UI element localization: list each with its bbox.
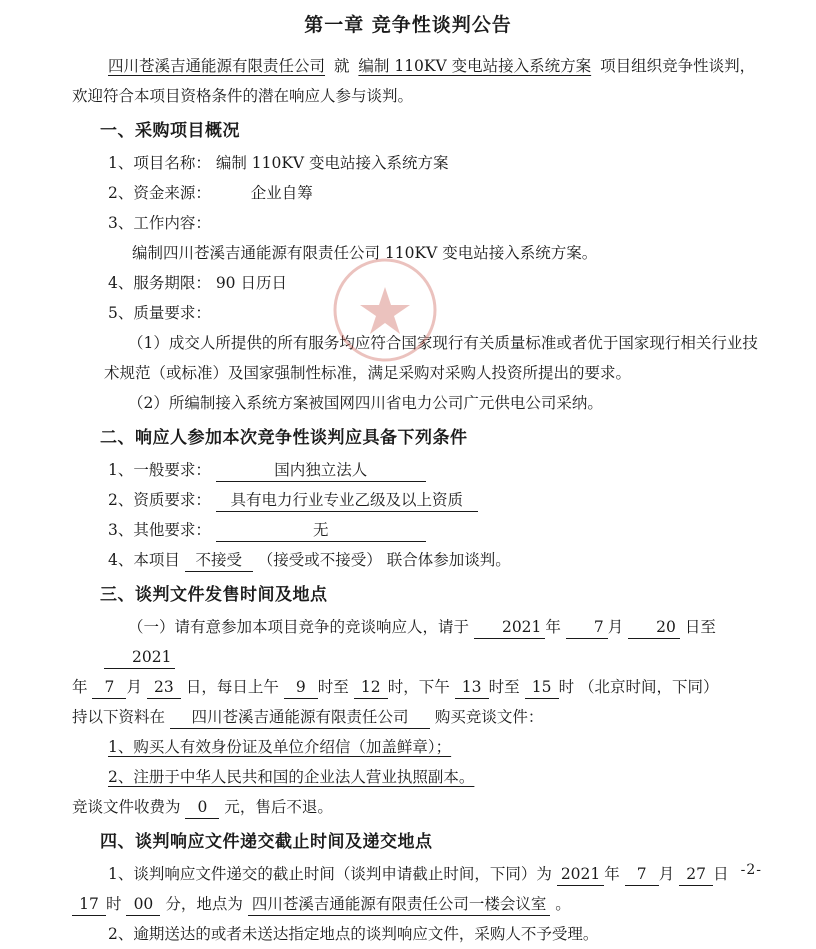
deadline-day: 27 xyxy=(679,863,713,886)
deadline-minute: 00 xyxy=(126,893,160,916)
section2-item-1-label: 1、一般要求： xyxy=(108,461,211,479)
section3-material-2 xyxy=(72,762,758,792)
sale-end-day: 23 xyxy=(147,676,181,699)
sale-pm-start: 13 xyxy=(455,676,489,699)
section3-sale-paragraph: （一）请有意参加本项目竞争的竞谈响应人，请于 2021 年 7 月 20 日至 2021 xyxy=(72,612,758,672)
deadline-place-lead: 分，地点为 xyxy=(165,895,243,913)
section2-item-2-value: 具有电力行业专业乙级及以上资质 xyxy=(216,489,478,512)
sale-end-year: 2021 xyxy=(104,646,175,669)
sale-start-day: 20 xyxy=(628,616,680,639)
section-heading-4: 四、谈判响应文件递交截止时间及递交地点 xyxy=(100,832,433,852)
fee-suffix: 元，售后不退。 xyxy=(224,798,333,816)
section4-late-note: 2、逾期送达的或者未送达指定地点的谈判响应文件，采购人不予受理。 xyxy=(108,925,599,943)
intro-mid-text: 就 xyxy=(333,57,350,75)
section-heading-3: 三、谈判文件发售时间及地点 xyxy=(100,585,328,605)
section2-item-1-value: 国内独立法人 xyxy=(216,459,426,482)
intro-purchaser: 四川苍溪吉通能源有限责任公司 xyxy=(108,57,326,75)
deadline-tail: 。 xyxy=(555,895,571,913)
section1-item-1 xyxy=(72,148,758,178)
fee-prefix: 竞谈文件收费为 xyxy=(72,798,181,816)
section1-item-4 xyxy=(72,268,758,298)
document-body xyxy=(0,51,816,949)
consortium-suffix: 联合体参加谈判。 xyxy=(386,551,511,569)
section3-sale-paragraph-3 xyxy=(72,702,758,732)
sale-lead: （一）请有意参加本项目竞争的竞谈响应人，请于 xyxy=(128,618,470,636)
deadline-hour: 17 xyxy=(72,893,106,916)
section1-item-3-detail: 编制四川苍溪吉通能源有限责任公司 110KV 变电站接入系统方案。 xyxy=(132,244,598,262)
intro-tail: 项目组织竞争性谈判，欢迎符合本项目资格条件的潜在响应人参与谈判。 xyxy=(72,57,756,105)
section1-item-2-label: 2、资金来源： xyxy=(108,184,211,202)
deadline-place: 四川苍溪吉通能源有限责任公司一楼会议室 xyxy=(248,893,551,916)
section-heading-1: 一、采购项目概况 xyxy=(100,121,240,141)
sale-daily-lead: 日，每日上午 xyxy=(185,678,279,696)
section3-sale-paragraph-2: 年 7 月 23 日，每日上午 9 时至 12 时，下午 13 时至 15 时 （北京时间，下同） xyxy=(72,672,758,702)
section1-item-4-value: 90 日历日 xyxy=(215,274,287,292)
section2-item-2-label: 2、资质要求： xyxy=(108,491,211,509)
deadline-month: 7 xyxy=(625,863,659,886)
section1-item-5 xyxy=(72,298,758,328)
section1-item-3 xyxy=(72,208,758,238)
section1-item-4-label: 4、服务期限： xyxy=(108,274,211,292)
section2-item-2 xyxy=(72,485,758,515)
section2-item-3-label: 3、其他要求： xyxy=(108,521,211,539)
section3-material-1-text: 1、购买人有效身份证及单位介绍信（加盖鲜章）； xyxy=(108,738,452,756)
section3-fee xyxy=(72,792,758,822)
section2-item-3-value: 无 xyxy=(216,519,426,542)
fee-amount: 0 xyxy=(185,796,219,819)
section4-deadline: 1、谈判响应文件递交的截止时间（谈判申请截止时间，下同）为 2021 年 7 月 27 日 xyxy=(72,859,758,889)
deadline-year: 2021 xyxy=(557,863,604,886)
section3-material-2-text: 2、注册于中华人民共和国的企业法人营业执照副本。 xyxy=(108,768,475,786)
deadline-lead: 1、谈判响应文件递交的截止时间（谈判申请截止时间，下同）为 xyxy=(108,865,552,883)
intro-project: 编制 110KV 变电站接入系统方案 xyxy=(358,57,592,75)
sale-am-end: 12 xyxy=(354,676,388,699)
sale-time-note: （北京时间，下同） xyxy=(579,678,719,696)
consortium-note: （接受或不接受） xyxy=(257,551,382,569)
sale-pm-end: 15 xyxy=(525,676,559,699)
page-number: -2- xyxy=(740,862,762,878)
document-page xyxy=(0,10,816,943)
sale-end-month: 7 xyxy=(92,676,126,699)
section1-item-1-label: 1、项目名称： xyxy=(108,154,211,172)
section2-consortium xyxy=(72,545,758,575)
section-heading-2: 二、响应人参加本次竞争性谈判应具备下列条件 xyxy=(100,428,468,448)
section1-quality-1: （1）成交人所提供的所有服务均应符合国家现行有关质量标准或者优于国家现行相关行业技术规范（或标准）及国家强制性标准，满足采购对采购人投资所提出的要求。 xyxy=(104,334,758,382)
sale-to: 日至 xyxy=(684,618,716,636)
consortium-prefix: 4、本项目 xyxy=(108,551,180,569)
section1-item-2-value: 企业自筹 xyxy=(250,184,313,202)
consortium-choice: 不接受 xyxy=(185,549,253,572)
section1-item-2 xyxy=(72,178,758,208)
sale-material-lead: 持以下资料在 xyxy=(72,708,166,726)
sale-start-year: 2021 xyxy=(474,616,545,639)
section2-item-3 xyxy=(72,515,758,545)
section1-item-3-label: 3、工作内容： xyxy=(108,214,211,232)
section3-material-1 xyxy=(72,732,758,762)
sale-material-tail: 购买竞谈文件： xyxy=(434,708,544,726)
section1-quality-2: （2）所编制接入系统方案被国网四川省电力公司广元供电公司采纳。 xyxy=(128,394,603,412)
section4-deadline-2: 17 时 00 分，地点为 四川苍溪吉通能源有限责任公司一楼会议室 。 xyxy=(72,889,758,919)
sale-place: 四川苍溪吉通能源有限责任公司 xyxy=(170,706,430,729)
sale-am-start: 9 xyxy=(284,676,318,699)
intro-paragraph xyxy=(72,51,758,111)
section1-item-5-label: 5、质量要求： xyxy=(108,304,211,322)
sale-start-month: 7 xyxy=(566,616,608,639)
page-title: 第一章 竞争性谈判公告 xyxy=(304,14,512,36)
section2-item-1 xyxy=(72,455,758,485)
section1-item-1-value: 编制 110KV 变电站接入系统方案 xyxy=(215,154,449,172)
